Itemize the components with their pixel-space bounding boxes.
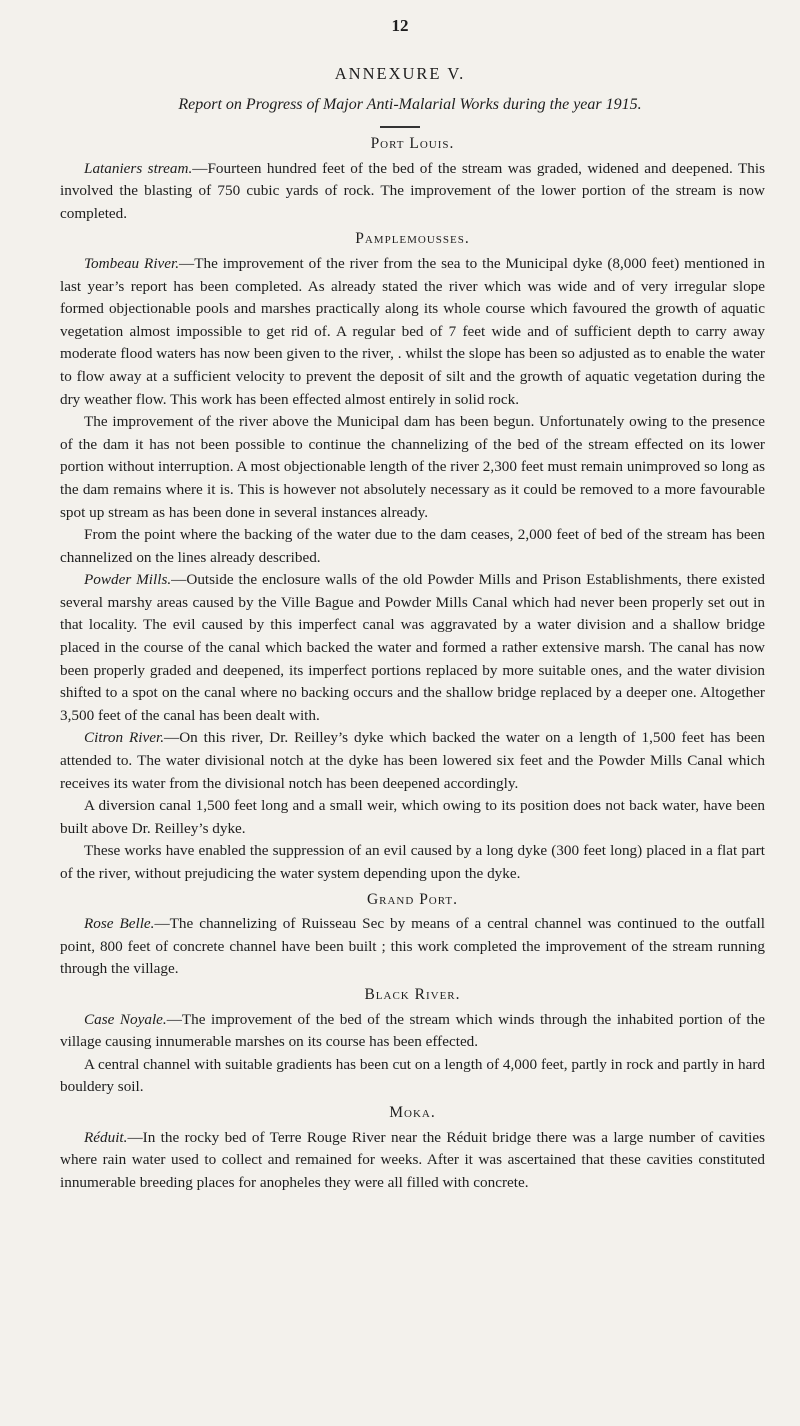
section-heading: Pamplemousses. [355,230,470,248]
page-number: 12 [391,16,409,35]
paragraph [60,913,765,981]
paragraph [60,840,765,885]
section-heading: Moka. [389,1103,436,1121]
paragraph [60,727,765,795]
report-title: Report on Progress of Major Anti-Malarial Works during the year 1915. [178,96,642,113]
paragraph-text: —Fourteen hundred feet of the bed of the stream was graded, widened and deepened. This involved the blasting of 750 cubic yards of rock. The improvement of the lower portion of the stream is now completed. [60,159,765,222]
paragraph-lead: Powder Mills. [84,571,172,589]
paragraph-lead: Citron River. [84,729,164,747]
annexure-heading: ANNEXURE V. [334,64,466,83]
paragraph [60,1127,765,1195]
paragraph-text: A diversion canal 1,500 feet long and a small weir, which owing to its position does not back water, have been built above Dr. Reilley’s dyke. [60,797,765,837]
paragraph-lead: Rose Belle. [84,915,155,933]
paragraph-text: A central channel with suitable gradients has been cut on a length of 4,000 feet, partly in rock and partly in hard bouldery soil. [60,1055,765,1096]
title-rule [380,126,420,128]
paragraph [60,411,765,524]
section-heading: Black River. [364,985,461,1003]
paragraph-text: —The improvement of the bed of the stream which winds through the inhabited portion of the village causing innumerable marshes on its course has been effected. [60,1010,765,1051]
paragraph [60,569,765,727]
paragraph [60,253,765,411]
paragraph-text: —In the rocky bed of Terre Rouge River near the Réduit bridge there was a large number of cavities where rain water used to collect and remained for weeks. After it was ascertained that these cavities constituted innumerable breeding places for anopheles they were all filled with concrete. [60,1128,765,1191]
paragraph-text: —The channelizing of Ruisseau Sec by means of a central channel was continued to the outfall point, 800 feet of concrete channel have been built ; this work completed the improvement of the stream running through the village. [60,915,765,978]
section-heading: Grand Port. [366,890,459,908]
paragraph [60,524,765,569]
report-body [60,130,765,1194]
paragraph [60,158,765,226]
paragraph-text: —Outside the enclosure walls of the old Powder Mills and Prison Establishments, there existed several marshy areas caused by the Ville Bague and Powder Mills Canal which had never been properly set out in that locality. The evil caused by this imperfect canal was aggravated by a water division and a shallow bridge placed in the course of the canal which backed the water and formed a rather extensive marsh. The canal has now been properly graded and deepened, its imperfect portions replaced by more suitable ones, and the water division shifted to a spot on the canal where no backing occurs and the shallow bridge replaced by a deeper one. Altogether 3,500 feet of the canal has been dealt with. [60,571,765,724]
paragraph [60,795,765,840]
paragraph-text: The improvement of the river above the Municipal dam has been begun. Unfortunately owing to the presence of the dam it has not been possible to continue the channelizing of the bed of the stream effected on its lower portion without interruption. A most objectionable length of the river 2,300 feet must remain unimproved so long as the dam remains where it is. This is however not absolutely necessary as it could be removed to a more favourable spot up stream as has been done in several instances already. [60,413,765,521]
section-heading: Port Louis. [370,135,455,152]
paragraph-lead: Réduit. [84,1128,128,1146]
paragraph-text: From the point where the backing of the water due to the dam ceases, 2,000 feet of bed of the stream has been channelized on the lines already described. [60,526,765,566]
paragraph-text: —The improvement of the river from the sea to the Municipal dyke (8,000 feet) mentioned in last year’s report has been completed. As already stated the river which was wide and of very irregular slope formed objectionable pools and marshes practically along its whole course which favoured the growth of aquatic vegetation almost impossible to get rid of. A regular bed of 7 feet wide and of sufficient depth to carry away moderate flood waters has now been given to the river, . whilst the slope has been so adjusted as to enable the water to flow away at a sufficient velocity to prevent the deposit of silt and the growth of aquatic vegetation during the dry weather flow. This work has been effected almost entirely in solid rock. [60,254,765,408]
paragraph-lead: Lataniers stream. [84,159,193,177]
paragraph [60,1009,765,1054]
paragraph [60,1054,765,1099]
paragraph-text: These works have enabled the suppression of an evil caused by a long dyke (300 feet long) placed in a flat part of the river, without prejudicing the water system depending upon the dyke. [60,842,765,882]
paragraph-text: —On this river, Dr. Reilley’s dyke which backed the water on a length of 1,500 feet has been attended to. The water divisional notch at the dyke has been lowered six feet and the Powder Mills Canal which receives its water from the divisional notch has been deepened accordingly. [60,729,765,792]
paragraph-lead: Case Noyale. [84,1010,167,1028]
paragraph-lead: Tombeau River. [84,254,180,272]
